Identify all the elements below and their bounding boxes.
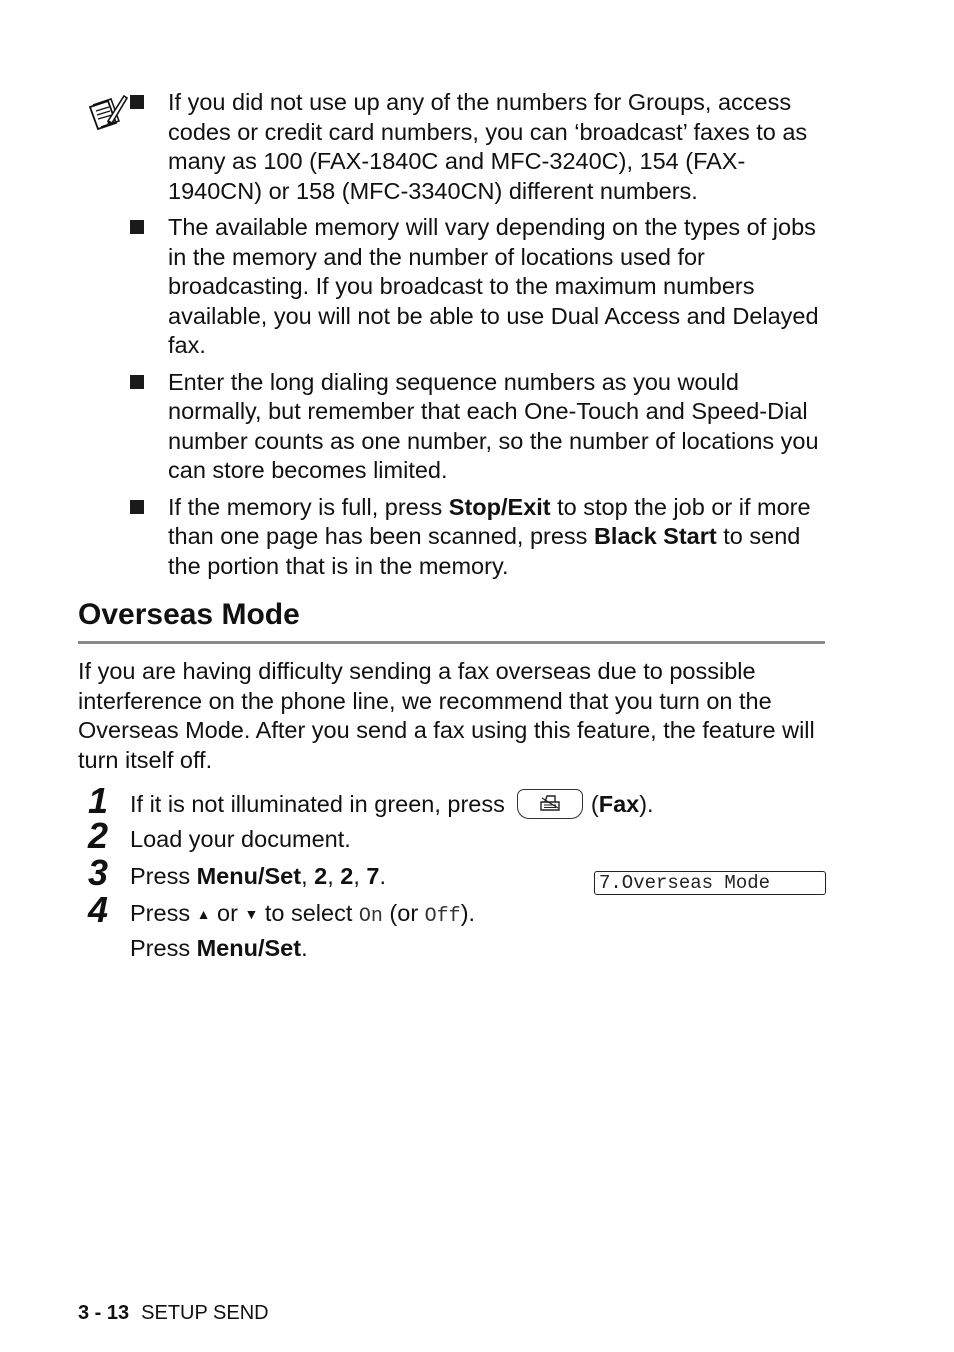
down-arrow-icon: ▼ <box>244 906 259 922</box>
note-bullet-list <box>130 88 830 588</box>
step-number: 1 <box>88 780 109 821</box>
section-intro: If you are having difficulty sending a fax overseas due to possible interference on the phone line, we recommend that you turn on the Overseas Mode. After you send a fax using this feature, the feature will turn itself off. <box>78 658 815 773</box>
note-bullet: The available memory will vary depending on the types of jobs in the memory and the number of locations used for broadcasting. If you broadcast to the maximum numbers available, you will not be able to use Dual Access and Delayed fax. <box>130 213 830 361</box>
stop-exit-key-label: Stop/Exit <box>448 493 551 520</box>
bullet-square-icon <box>130 95 144 109</box>
menu-set-key-label: Menu/Set <box>196 863 302 889</box>
lcd-display: 7.Overseas Mode <box>594 871 826 895</box>
step-number: 2 <box>88 815 109 856</box>
step-1: If it is not illuminated in green, press (Fax). <box>130 790 654 821</box>
key-7-label: 7 <box>366 863 380 889</box>
note-pencil-icon <box>86 93 128 135</box>
page-footer <box>78 1302 269 1325</box>
section-heading: Overseas Mode <box>78 598 300 631</box>
key-2-label: 2 <box>314 863 328 889</box>
heading-rule <box>78 641 825 644</box>
step-number: 3 <box>88 852 109 893</box>
note-bullet: If the memory is full, press Stop/Exit to stop the job or if more than one page has been scanned, press Black Start to send the portion that is in the memory. <box>130 493 830 582</box>
bullet-square-icon <box>130 375 144 389</box>
step-4-continued: Press Menu/Set. <box>130 935 308 961</box>
step-4: Press ▲ or ▼ to select On (or Off). <box>130 900 476 928</box>
up-arrow-icon: ▲ <box>196 906 211 922</box>
step-3: Press Menu/Set, 2, 2, 7. <box>130 863 387 889</box>
menu-set-key-label: Menu/Set <box>196 935 302 961</box>
fax-button[interactable] <box>517 789 583 819</box>
step-number: 4 <box>88 889 109 930</box>
fax-machine-icon <box>538 794 562 812</box>
fax-key-label: Fax <box>598 791 640 817</box>
page-number: 3 - 13 <box>78 1302 130 1324</box>
black-start-key-label: Black Start <box>593 523 717 549</box>
on-option: On <box>358 905 383 928</box>
bullet-square-icon <box>130 500 144 514</box>
step-2: Load your document. <box>130 826 351 852</box>
note-bullet: Enter the long dialing sequence numbers as you would normally, but remember that each One-Touch and Speed-Dial number counts as one number, so the number of locations you can store becomes limited. <box>130 368 830 486</box>
off-option: Off <box>424 905 461 928</box>
note-bullet: If you did not use up any of the numbers for Groups, access codes or credit card numbers, you can ‘broadcast’ faxes to as many as 100 (FAX-1840C and MFC-3240C), 154 (FAX-1940CN) or 158 (MFC-3340CN) different numbers. <box>130 88 830 206</box>
chapter-name: SETUP SEND <box>141 1302 269 1324</box>
key-2-label: 2 <box>340 863 354 889</box>
bullet-square-icon <box>130 220 144 234</box>
